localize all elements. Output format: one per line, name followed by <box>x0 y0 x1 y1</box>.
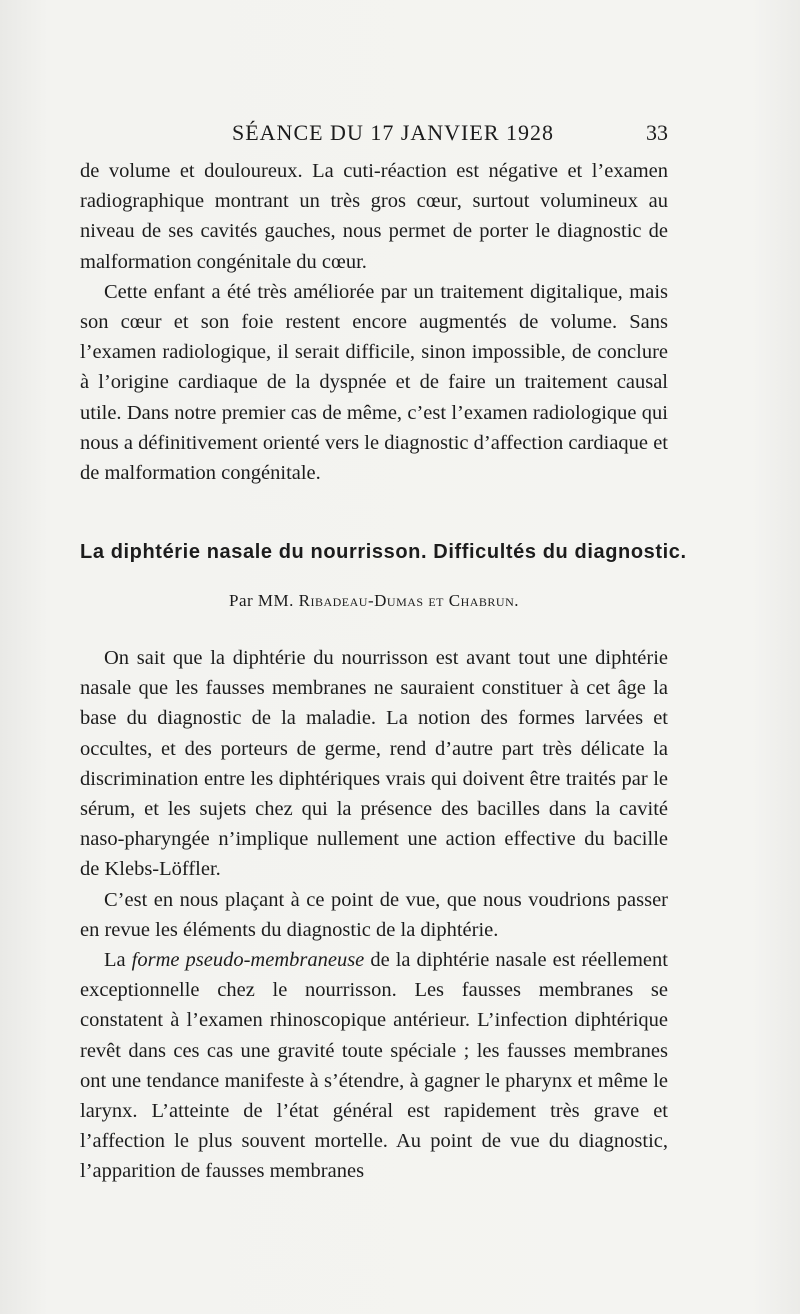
running-title: SÉANCE DU 17 JANVIER 1928 <box>232 120 554 145</box>
byline <box>80 589 668 613</box>
running-head <box>80 118 668 148</box>
paragraph-rest: de la diphtérie nasale est réellement exceptionnelle chez le nourrisson. Les fausses membranes se constatent à l’examen rhinoscopique antérieur. L’infection diphtérique revêt dans ces cas une gravité toute spéciale ; les fausses membranes ont une tendance manifeste à s’étendre, à gagner le pharynx et même le larynx. L’atteinte de l’état général est rapidement très grave et l’affection le plus souvent mortelle. Au point de vue du diagnostic, l’apparition de fausses membranes <box>80 949 668 1183</box>
paragraph <box>80 945 668 1187</box>
continuation-text <box>80 156 668 488</box>
article-body <box>80 643 668 1187</box>
byline-authors: Ribadeau-Dumas et Chabrun. <box>298 591 520 610</box>
paragraph: de volume et douloureux. La cuti-réaction est négative et l’examen radiographique montrant un très gros cœur, surtout volumineux au niveau de ses cavités gauches, nous permet de porter le diagnostic de malformation congénitale du cœur. <box>80 160 668 273</box>
paragraph: C’est en nous plaçant à ce point de vue, que nous voudrions passer en revue les éléments du diagnostic de la diphtérie. <box>80 888 668 941</box>
page-number: 33 <box>646 120 668 145</box>
paragraph: On sait que la diphtérie du nourrisson est avant tout une diphtérie nasale que les fausses membranes ne sauraient constituer à cet âge la base du diagnostic de la maladie. La notion des formes larvées et occultes, et des porteurs de germe, rend d’autre part très délicate la discrimination entre les diphtériques vrais qui doivent être traités par le sérum, et les sujets chez qui la présence des bacilles dans la cavité naso-pharyngée n’implique nullement une action effective du bacille de Klebs-Löffler. <box>80 647 668 881</box>
article-title: La diphtérie nasale du nourrisson. Difficultés du diagnostic. <box>80 541 687 563</box>
byline-prefix: Par MM. <box>228 591 299 610</box>
paragraph-lead: La <box>104 949 132 972</box>
paragraph: Cette enfant a été très améliorée par un traitement digitalique, mais son cœur et son foie restent encore augmentés de volume. Sans l’examen radiologique, il serait difficile, sinon impossible, de conclure à l’origine cardiaque de la dyspnée et de faire un traitement causal utile. Dans notre premier cas de même, c’est l’examen radiologique qui nous a définitivement orienté vers le diagnostic d’affection cardiaque et de malformation congénitale. <box>80 280 668 485</box>
emphasis-text: forme pseudo-membraneuse <box>131 949 365 972</box>
